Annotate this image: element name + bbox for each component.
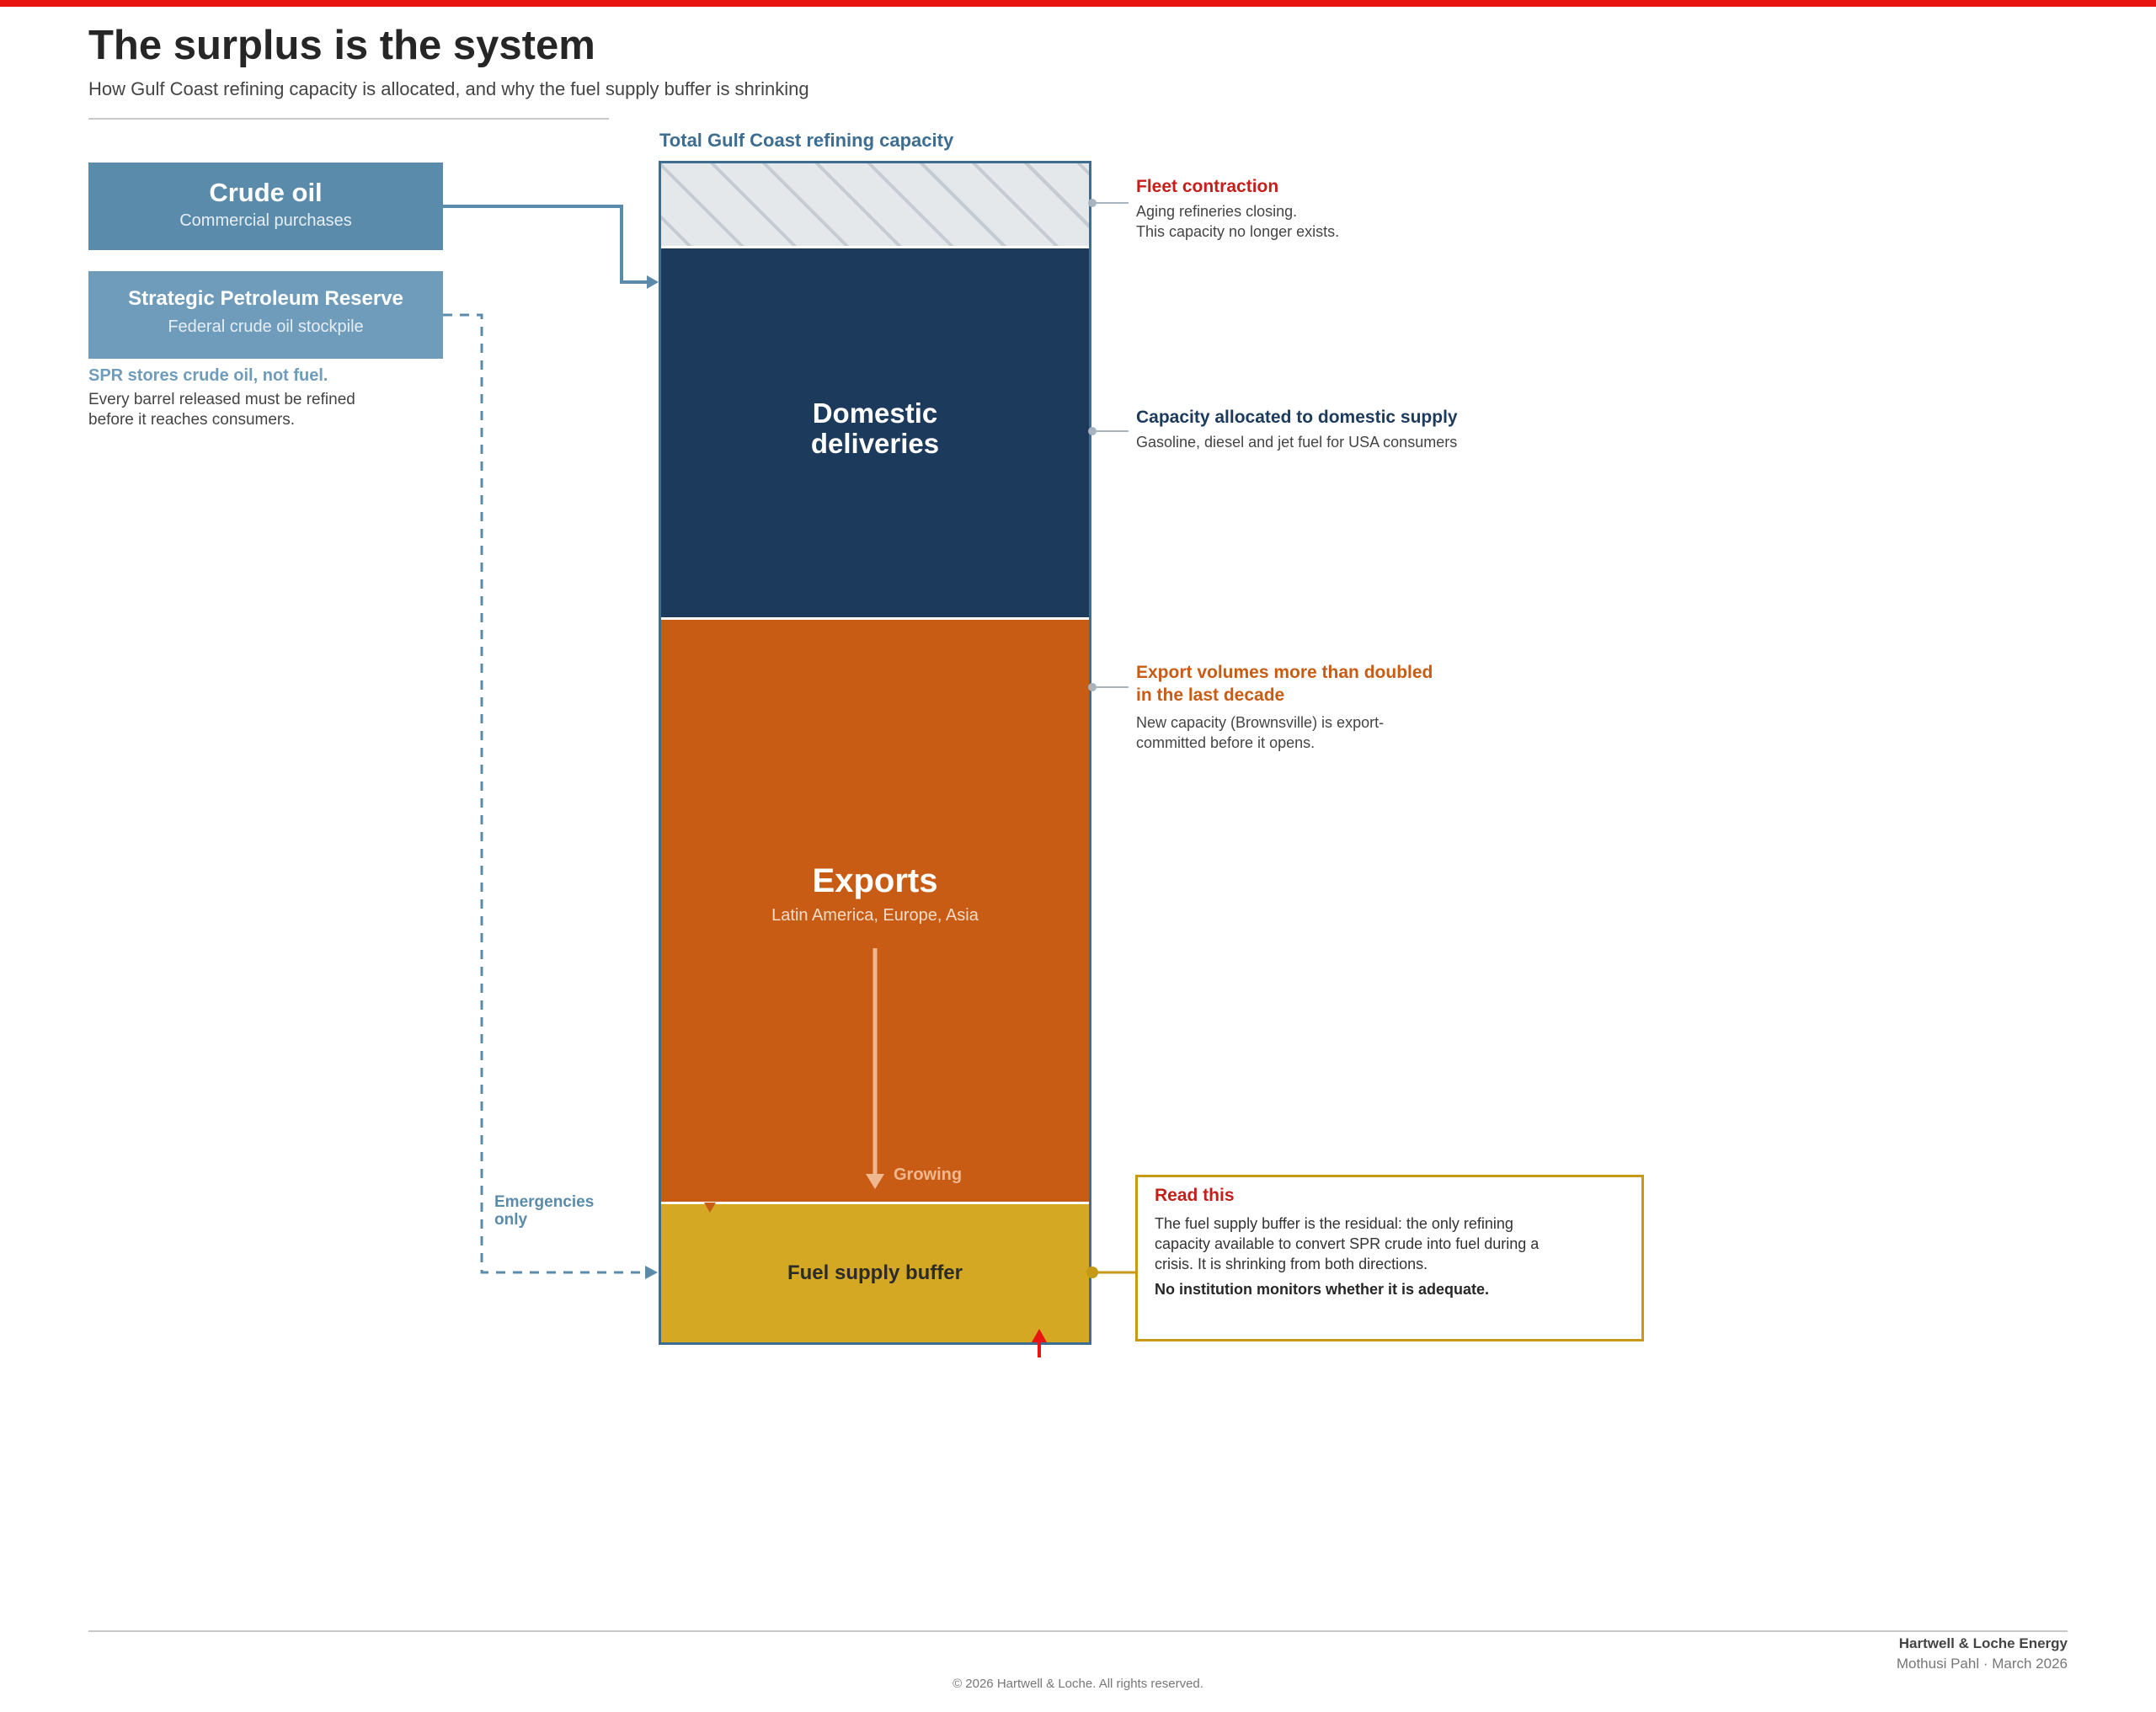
read-this-body (1155, 1213, 1539, 1274)
column-title: Total Gulf Coast refining capacity (659, 130, 954, 151)
exports-annotation-heading-line: Export volumes more than doubled (1136, 663, 1433, 682)
domestic-annotation-heading: Capacity allocated to domestic supply (1136, 408, 1458, 427)
page-subtitle: How Gulf Coast refining capacity is allocated, and why the fuel supply buffer is shrinking (88, 78, 809, 99)
spr-note-line: Every barrel released must be refined (88, 391, 355, 408)
crude-oil-title: Crude oil (209, 178, 323, 207)
emergencies-label (494, 1193, 594, 1229)
read-this-heading: Read this (1155, 1186, 1235, 1205)
fleet-annotation-line: Aging refineries closing. (1136, 203, 1298, 220)
domestic-annotation-body: Gasoline, diesel and jet fuel for USA consumers (1136, 434, 1458, 451)
exports-label: Exports (812, 862, 938, 899)
exports-leader-dot (1088, 683, 1097, 691)
read-this-line: The fuel supply buffer is the residual: the only refining (1155, 1215, 1513, 1232)
crude-oil-subtitle: Commercial purchases (179, 211, 352, 230)
footer-author: Mothusi Pahl · March 2026 (1896, 1656, 2068, 1672)
spr-connector (443, 315, 645, 1272)
read-this-line: capacity available to convert SPR crude into fuel during a (1155, 1235, 1540, 1252)
emergencies-line: only (494, 1211, 528, 1229)
exports-annotation-line: New capacity (Brownsville) is export- (1136, 714, 1385, 731)
red-up-arrowhead (1032, 1329, 1047, 1342)
fleet-leader-dot (1088, 199, 1097, 207)
exports-annotation-body (1136, 712, 1384, 753)
spr-subtitle: Federal crude oil stockpile (168, 317, 364, 336)
growing-arrowhead (866, 1174, 884, 1189)
emergencies-line: Emergencies (494, 1193, 595, 1211)
read-this-line: crisis. It is shrinking from both directions. (1155, 1256, 1428, 1272)
domestic-label-line: Domestic (812, 397, 938, 429)
exports-annotation-line: committed before it opens. (1136, 734, 1315, 751)
footer-divider (88, 1630, 2068, 1632)
fleet-annotation-heading: Fleet contraction (1136, 177, 1279, 196)
domestic-leader-dot (1088, 427, 1097, 435)
read-this-callout (1135, 1175, 1644, 1341)
fleet-annotation-line: This capacity no longer exists. (1136, 223, 1340, 240)
exports-marker-icon (704, 1203, 716, 1213)
spr-note-line: before it reaches consumers. (88, 411, 296, 429)
exports-subtitle: Latin America, Europe, Asia (771, 906, 979, 925)
domestic-label-line: deliveries (810, 428, 940, 459)
spr-title: Strategic Petroleum Reserve (128, 287, 403, 310)
buffer-leader-dot (1086, 1267, 1098, 1278)
page-title: The surplus is the system (88, 23, 595, 68)
buffer-label: Fuel supply buffer (787, 1261, 963, 1284)
crude-oil-arrowhead (647, 275, 659, 289)
spr-arrowhead (645, 1266, 658, 1279)
spr-note-heading: SPR stores crude oil, not fuel. (88, 366, 328, 385)
footer-org: Hartwell & Loche Energy (1898, 1635, 2068, 1651)
exports-annotation-heading-line: in the last decade (1136, 685, 1285, 705)
crude-oil-connector (443, 206, 647, 282)
fleet-annotation-body (1136, 201, 1339, 242)
exports-annotation-heading (1136, 661, 1433, 707)
footer-copyright: © 2026 Hartwell & Loche. All rights reserved. (953, 1677, 1203, 1691)
growing-label: Growing (894, 1165, 963, 1184)
read-this-emphasis: No institution monitors whether it is adequate. (1155, 1281, 1490, 1298)
